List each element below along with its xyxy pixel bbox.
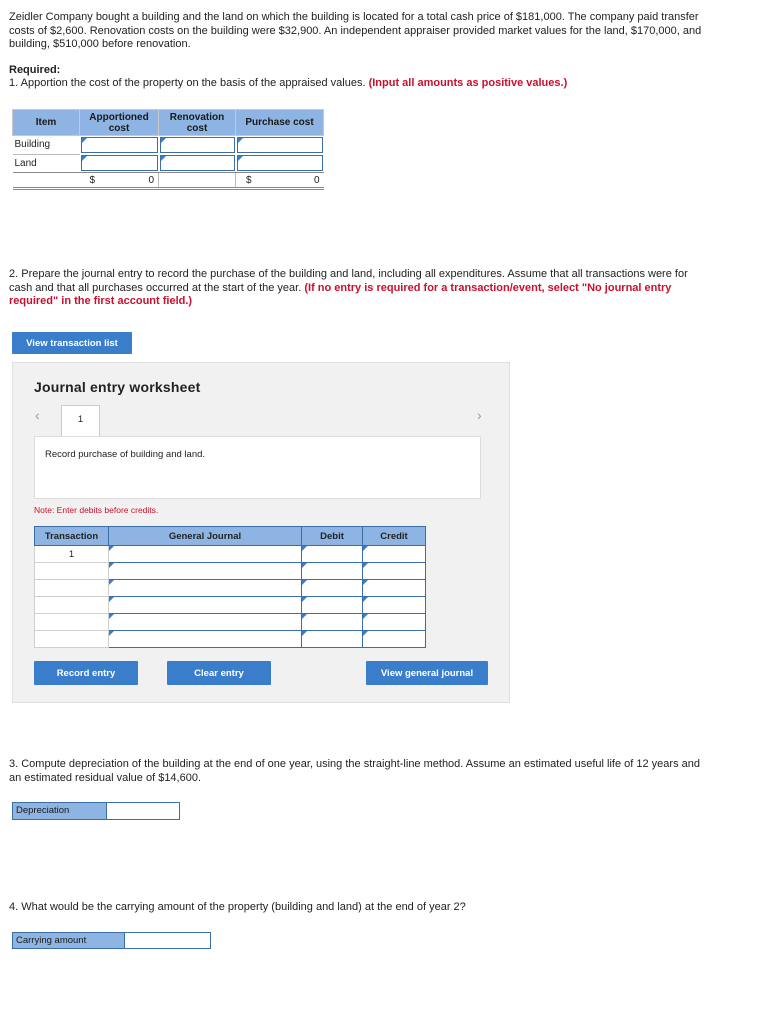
table-row [13, 136, 324, 155]
worksheet-title: Journal entry worksheet [34, 379, 201, 395]
total-apportioned-value: 0 [148, 175, 154, 186]
header-transaction: Transaction [35, 527, 109, 546]
land-purchase-input[interactable] [237, 155, 323, 171]
required-label: Required: [9, 64, 61, 76]
header-debit: Debit [302, 527, 363, 546]
header-purchase-cost: Purchase cost [236, 110, 324, 136]
account-select[interactable] [109, 631, 302, 648]
worksheet-description-box [34, 436, 481, 499]
question-1-text: 1. Apportion the cost of the property on the basis of the appraised values. [9, 77, 366, 89]
question-1-note: (Input all amounts as positive values.) [368, 77, 568, 89]
transaction-cell [35, 580, 109, 597]
transaction-number: 1 [35, 546, 109, 563]
land-apportioned-input[interactable] [81, 155, 158, 171]
question-2 [9, 268, 709, 309]
total-row [13, 173, 324, 189]
header-apportioned-cost: Apportioned cost [80, 110, 159, 136]
table-row [35, 563, 426, 580]
prev-arrow-icon[interactable]: ‹ [35, 407, 40, 423]
credit-input[interactable] [363, 546, 426, 563]
header-renovation-cost: Renovation cost [159, 110, 236, 136]
worksheet-description: Record purchase of building and land. [45, 449, 206, 460]
total-purchase-currency: $ [246, 175, 252, 186]
table-row [35, 614, 426, 631]
worksheet-tab-1[interactable]: 1 [61, 405, 100, 437]
record-entry-button[interactable]: Record entry [34, 661, 138, 685]
table-row [35, 597, 426, 614]
apportion-table [12, 109, 324, 190]
building-purchase-input[interactable] [237, 137, 323, 153]
building-apportioned-input[interactable] [81, 137, 158, 153]
account-select[interactable] [109, 597, 302, 614]
table-row [35, 580, 426, 597]
credit-input[interactable] [363, 563, 426, 580]
credit-input[interactable] [363, 580, 426, 597]
debit-input[interactable] [302, 563, 363, 580]
building-renovation-input[interactable] [160, 137, 235, 153]
debit-input[interactable] [302, 631, 363, 648]
debit-input[interactable] [302, 614, 363, 631]
transaction-cell [35, 597, 109, 614]
question-2-note: (If no entry is required for a transaction/event, select "No journal entry required" in the first account field.) [9, 281, 672, 307]
land-renovation-input[interactable] [160, 155, 235, 171]
transaction-cell [35, 631, 109, 648]
problem-intro: Zeidler Company bought a building and the land on which the building is located for a total cash price of $181,000. The company paid transfer costs of $2,600. Renovation costs on the building were $32,900. An independent appraiser provided market values for the land, $170,000, and building, $510,000 before renovation. [9, 11, 702, 50]
credit-input[interactable] [363, 614, 426, 631]
table-row [35, 631, 426, 648]
journal-table [34, 526, 426, 648]
header-item: Item [13, 110, 80, 136]
next-arrow-icon[interactable]: › [477, 407, 482, 423]
carrying-amount-input[interactable] [124, 932, 211, 949]
table-row [35, 546, 426, 563]
total-renovation-value [159, 173, 236, 189]
question-1 [9, 77, 729, 91]
depreciation-input[interactable] [106, 802, 180, 820]
view-general-journal-button[interactable]: View general journal [366, 661, 488, 685]
credit-input[interactable] [363, 597, 426, 614]
question-2-text: 2. Prepare the journal entry to record the purchase of the building and land, including all expenditures. Assume that all transactions were for cash and that all purchases occurred at the start of the year. [9, 268, 688, 294]
credit-input[interactable] [363, 631, 426, 648]
header-general-journal: General Journal [109, 527, 302, 546]
view-transaction-list-button[interactable]: View transaction list [12, 332, 132, 354]
debit-input[interactable] [302, 597, 363, 614]
account-select[interactable] [109, 563, 302, 580]
transaction-cell [35, 614, 109, 631]
debit-input[interactable] [302, 546, 363, 563]
carrying-amount-label: Carrying amount [12, 932, 125, 949]
header-credit: Credit [363, 527, 426, 546]
table-row [13, 154, 324, 173]
total-apportioned-currency: $ [89, 175, 96, 186]
row-label-building: Building [13, 136, 80, 155]
clear-entry-button[interactable]: Clear entry [167, 661, 271, 685]
transaction-cell [35, 563, 109, 580]
account-select[interactable] [109, 546, 302, 563]
depreciation-label: Depreciation [12, 802, 107, 820]
debit-input[interactable] [302, 580, 363, 597]
row-label-land: Land [13, 154, 80, 173]
question-3: 3. Compute depreciation of the building at the end of one year, using the straight-line method. Assume an estimated useful life of 12 years and an estimated residual value of $14,600. [9, 758, 700, 784]
total-purchase-value: 0 [313, 175, 320, 186]
journal-entry-worksheet [12, 362, 510, 703]
account-select[interactable] [109, 580, 302, 597]
account-select[interactable] [109, 614, 302, 631]
question-4: 4. What would be the carrying amount of the property (building and land) at the end of year 2? [9, 901, 466, 913]
worksheet-note: Note: Enter debits before credits. [34, 505, 159, 515]
